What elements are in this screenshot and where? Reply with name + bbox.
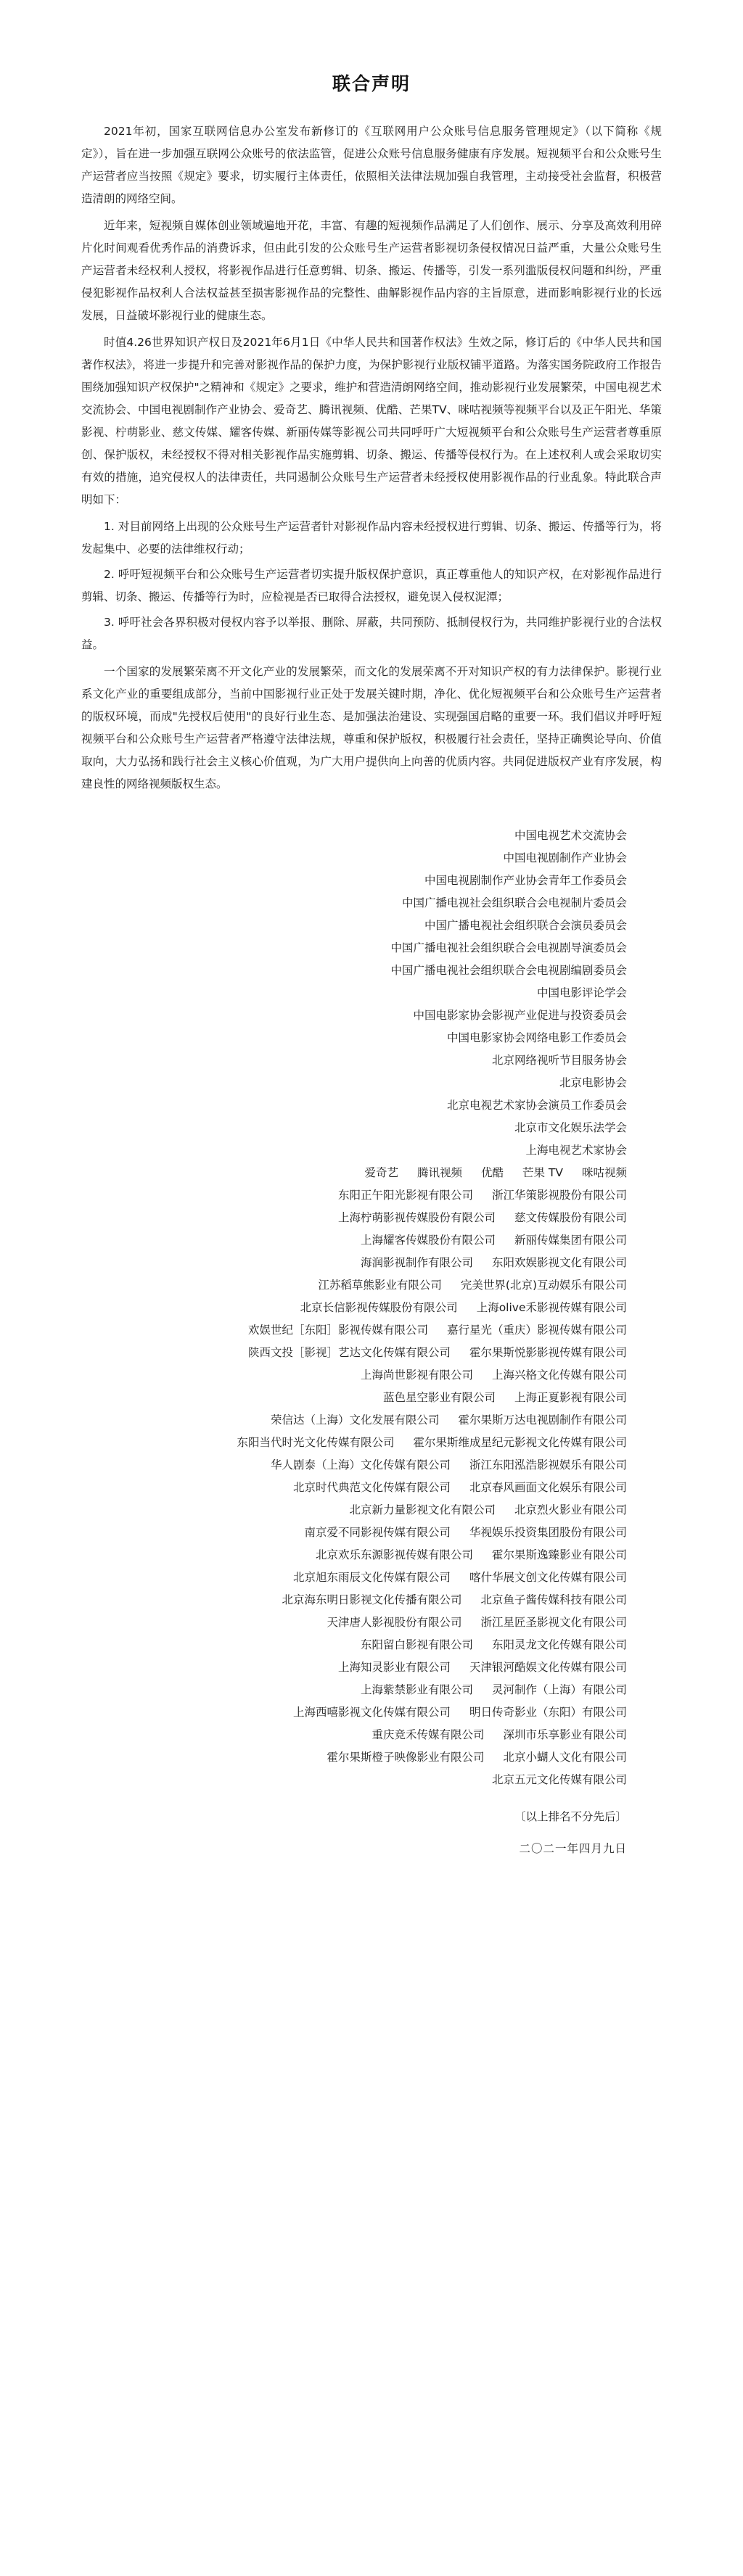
signatory-name: 荣信达（上海）文化发展有限公司: [270, 1413, 440, 1427]
signatory-line: [81, 1229, 662, 1252]
signatory-line: [81, 1544, 662, 1566]
signatory-name: 霍尔果斯橙子映像影业有限公司: [327, 1751, 485, 1764]
signatory-name: 霍尔果斯悦影影视传媒有限公司: [469, 1346, 627, 1359]
signatory-name: 北京电视艺术家协会演员工作委员会: [446, 1099, 627, 1112]
signatory-line: [81, 1297, 662, 1319]
statement-body: [81, 120, 662, 796]
signatory-name: 上海知灵影业有限公司: [337, 1661, 451, 1674]
signatory-name: 北京春风画面文化娱乐有限公司: [469, 1481, 627, 1494]
signatory-name: 北京网络视听节目服务协会: [491, 1054, 627, 1067]
signatory-name: 中国电影评论学会: [536, 986, 627, 999]
signatory-name: 重庆竞禾传媒有限公司: [372, 1728, 485, 1741]
signatory-name: 中国广播电视社会组织联合会演员委员会: [424, 919, 627, 932]
signatory-name: 上海olive禾影视传媒有限公司: [476, 1301, 627, 1314]
signatory-name: 北京五元文化传媒有限公司: [491, 1773, 627, 1786]
signatory-name: 北京鱼子酱传媒科技有限公司: [480, 1593, 627, 1606]
signatory-name: 完美世界(北京)互动娱乐有限公司: [460, 1279, 627, 1292]
signatory-name: 上海电视艺术家协会: [525, 1144, 627, 1157]
signatory-name: 上海西嘻影视文化传媒有限公司: [292, 1706, 451, 1719]
signatory-name: 东阳当代时光文化传媒有限公司: [237, 1436, 395, 1449]
signatory-line: [81, 1724, 662, 1746]
signatory-line: [81, 1162, 662, 1184]
signatory-line: [81, 937, 662, 959]
signatory-line: [81, 1364, 662, 1387]
signatory-name: 北京新力量影视文化有限公司: [349, 1503, 496, 1516]
signatory-name: 明日传奇影业（东阳）有限公司: [469, 1706, 627, 1719]
signatory-name: 慈文传媒股份有限公司: [514, 1211, 627, 1224]
signatory-line: [81, 1027, 662, 1049]
signatory-line: [81, 1477, 662, 1499]
signatory-name: 江苏稻草熊影业有限公司: [318, 1279, 442, 1292]
signatory-line: [81, 1409, 662, 1432]
signatory-name: 深圳市乐享影业有限公司: [503, 1728, 627, 1741]
signatory-name: 北京海东明日影视文化传播有限公司: [282, 1593, 462, 1606]
signatory-name: 北京时代典范文化传媒有限公司: [292, 1481, 451, 1494]
signatory-name: 浙江星匠圣影视文化有限公司: [480, 1616, 627, 1629]
signatory-name: 北京欢乐东源影视传媒有限公司: [315, 1548, 473, 1561]
signatory-name: 北京市文化娱乐法学会: [514, 1121, 627, 1134]
signatory-line: [81, 1432, 662, 1454]
paragraph: 近年来，短视频自媒体创业领域遍地开花，丰富、有趣的短视频作品满足了人们创作、展示、分享及高效利用碎片化时间观看优秀作品的消费诉求，但由此引发的公众账号生产运营者影视切条侵权情况日益严重，大量公众账号生产运营者未经权利人授权，将影视作品进行任意剪辑、切条、搬运、传播等，引发一系列滥版侵权问题和纠纷，严重侵犯影视作品权利人合法权益甚至损害影视作品的完整性、曲解影视作品内容的主旨原意，进而影响影视行业的长远发展，日益破坏影视行业的健康生态。: [81, 219, 662, 322]
signatory-line: [81, 959, 662, 982]
signatory-line: [81, 1094, 662, 1117]
signatory-name: 天津银河酷娱文化传媒有限公司: [469, 1661, 627, 1674]
signatory-line: [81, 1207, 662, 1229]
signatory-line: [81, 1499, 662, 1522]
signatory-name: 华人剧泰（上海）文化传媒有限公司: [270, 1458, 451, 1471]
list-item: 1. 对目前网络上出现的公众账号生产运营者针对影视作品内容未经授权进行剪辑、切条、搬运、传播等行为，将发起集中、必要的法律维权行动；: [81, 520, 662, 556]
signatory-name: 霍尔果斯逸臻影业有限公司: [491, 1548, 627, 1561]
signatory-name: 咪咕视频: [581, 1166, 627, 1179]
signatory-name: 上海正夏影视有限公司: [514, 1391, 627, 1404]
signatory-name: 北京旭东雨辰文化传媒有限公司: [292, 1571, 451, 1584]
signatory-line: [81, 1679, 662, 1701]
signatory-line: [81, 870, 662, 892]
signatory-line: [81, 1072, 662, 1094]
signatory-name: 东阳欢娱影视文化有限公司: [491, 1256, 627, 1269]
signatory-line: [81, 1566, 662, 1589]
signatory-line: [81, 1184, 662, 1207]
signatory-line: [81, 1117, 662, 1139]
signatory-line: [81, 1049, 662, 1072]
signatory-name: 霍尔果斯万达电视剧制作有限公司: [458, 1413, 627, 1427]
signatory-line: [81, 1589, 662, 1611]
signatory-line: [81, 892, 662, 915]
signatory-name: 上海兴格文化传媒有限公司: [491, 1368, 627, 1382]
signatory-name: 东阳正午阳光影视有限公司: [337, 1189, 473, 1202]
signature-date: 二〇二一年四月九日: [519, 1842, 627, 1856]
signatory-name: 华视娱乐投资集团股份有限公司: [469, 1526, 627, 1539]
paragraph: 时值4.26世界知识产权日及2021年6月1日《中华人民共和国著作权法》生效之际，修订后的《中华人民共和国著作权法》，将进一步提升和完善对影视作品的保护力度，为保护影视行业版权铺平道路。为落实国务院政府工作报告围绕加强知识产权保护"之精神和《规定》之要求，维护和营造清朗网络空间，推动影视行业发展繁荣，中国电视艺术交流协会、中国电视剧制作产业协会、爱奇艺、腾讯视频、优酷、芒果TV、咪咕视频等视频平台以及正午阳光、华策影视、柠萌影业、慈文传媒、耀客传媒、新丽传媒等影视公司共同呼吁广大短视频平台和公众账号生产运营者尊重原创、保护版权，未经授权不得对相关影视作品实施剪辑、切条、搬运、传播等侵权行为。在上述权利人或会采取切实有效的措施，追究侵权人的法律责任，共同遏制公众账号生产运营者未经授权使用影视作品的行业乱象。特此联合声明如下：: [81, 336, 662, 506]
signatory-name: 芒果 TV: [522, 1166, 563, 1179]
signatory-line: [81, 1274, 662, 1297]
signatory-line: [81, 1004, 662, 1027]
signatory-name: 上海柠萌影视传媒股份有限公司: [337, 1211, 496, 1224]
signatory-name: 上海紫禁影业有限公司: [360, 1683, 473, 1696]
signatory-name: 中国电影家协会网络电影工作委员会: [446, 1031, 627, 1044]
signatory-name: 中国电视艺术交流协会: [514, 829, 627, 842]
signatory-name: 嘉行星光（重庆）影视传媒有限公司: [446, 1324, 627, 1337]
signatory-name: 北京小蝴人文化有限公司: [503, 1751, 627, 1764]
signatory-name: 腾讯视频: [416, 1166, 462, 1179]
signatory-name: 北京电影协会: [559, 1076, 627, 1089]
signatory-line: [81, 1746, 662, 1769]
signatory-name: 中国电视剧制作产业协会青年工作委员会: [424, 874, 627, 887]
signatory-name: 北京烈火影业有限公司: [514, 1503, 627, 1516]
signatory-line: [81, 982, 662, 1004]
signatory-name: 欢娱世纪［东阳］影视传媒有限公司: [247, 1324, 428, 1337]
signatory-name: 中国广播电视社会组织联合会电视剧编剧委员会: [390, 964, 627, 977]
signatory-name: 霍尔果斯维成星纪元影视文化传媒有限公司: [413, 1436, 627, 1449]
signatory-name: 陕西文投［影视］艺达文化传媒有限公司: [247, 1346, 451, 1359]
signatory-name: 喀什华展文创文化传媒有限公司: [469, 1571, 627, 1584]
signatory-line: [81, 1139, 662, 1162]
signatory-line: [81, 1611, 662, 1634]
signatory-line: [81, 1522, 662, 1544]
signatory-name: 北京长信影视传媒股份有限公司: [300, 1301, 458, 1314]
signatory-name: 新丽传媒集团有限公司: [514, 1234, 627, 1247]
signatory-line: [81, 1701, 662, 1724]
signatory-line: [81, 1634, 662, 1656]
paragraph: 一个国家的发展繁荣离不开文化产业的发展繁荣，而文化的发展荣离不开对知识产权的有力法律保护。影视行业系文化产业的重要组成部分，当前中国影视行业正处于发展关键时期，净化、优化短视频平台和公众账号生产运营者的版权环境，而成"先授权后使用"的良好行业生态、是加强法治建设、实现强国启略的重要一环。我们倡议并呼吁短视频平台和公众账号生产运营者严格遵守法律法规，尊重和保护版权，积极履行社会责任，坚持正确舆论导向、价值取向，大力弘扬和践行社会主义核心价值观，为广大用户提供向上向善的优质内容。共同促进版权产业有序发展，构建良性的网络视频版权生态。: [81, 665, 662, 790]
signatory-name: 中国电影家协会影视产业促进与投资委员会: [413, 1009, 627, 1022]
signatory-name: 中国电视剧制作产业协会: [503, 851, 627, 864]
signatory-line: [81, 1252, 662, 1274]
page-title: 联合声明: [332, 73, 411, 94]
signatory-name: 天津唐人影视股份有限公司: [327, 1616, 462, 1629]
signatory-name: 南京爱不同影视传媒有限公司: [304, 1526, 451, 1539]
paragraph: 2021年初，国家互联网信息办公室发布新修订的《互联网用户公众账号信息服务管理规定》（以下简称《规定》），旨在进一步加强互联网公众账号的依法监管，促进公众账号信息服务健康有序发展。短视频平台和公众账号生产运营者应当按照《规定》要求，切实履行主体责任，依照相关法律法规加强自我管理，主动接受社会监督，积极营造清朗的网络空间。: [81, 125, 662, 205]
numbered-list: [81, 516, 662, 656]
signatory-name: 中国广播电视社会组织联合会电视制片委员会: [401, 896, 627, 909]
signatory-name: 浙江东阳泓浩影视娱乐有限公司: [469, 1458, 627, 1471]
signatory-name: 东阳灵龙文化传媒有限公司: [491, 1638, 627, 1651]
signatory-list: [81, 825, 662, 1791]
signatory-name: 海润影视制作有限公司: [360, 1256, 473, 1269]
signatory-line: [81, 1769, 662, 1791]
list-item: 3. 呼吁社会各界积极对侵权内容予以举报、删除、屏蔽，共同预防、抵制侵权行为，共同维护影视行业的合法权益。: [81, 616, 662, 651]
signatory-line: [81, 1342, 662, 1364]
signatory-line: [81, 1656, 662, 1679]
order-note: 〔以上排名不分先后〕: [514, 1810, 627, 1823]
signatory-name: 灵河制作（上海）有限公司: [491, 1683, 627, 1696]
signatory-name: 上海尚世影视有限公司: [360, 1368, 473, 1382]
signatory-name: 中国广播电视社会组织联合会电视剧导演委员会: [390, 941, 627, 954]
signatory-name: 东阳留白影视有限公司: [360, 1638, 473, 1651]
signatory-line: [81, 915, 662, 937]
signatory-name: 上海耀客传媒股份有限公司: [360, 1234, 496, 1247]
signatory-name: 蓝色星空影业有限公司: [382, 1391, 496, 1404]
signatory-line: [81, 1319, 662, 1342]
signatory-name: 爱奇艺: [364, 1166, 398, 1179]
list-item: 2. 呼吁短视频平台和公众账号生产运营者切实提升版权保护意识，真正尊重他人的知识产权，在对影视作品进行剪辑、切条、搬运、传播等行为时，应检视是否已取得合法授权，避免误入侵权泥潭；: [81, 568, 662, 603]
signatory-line: [81, 847, 662, 870]
signatory-line: [81, 825, 662, 847]
signatory-line: [81, 1454, 662, 1477]
signatory-line: [81, 1387, 662, 1409]
signatory-name: 优酷: [480, 1166, 504, 1179]
signatory-name: 浙江华策影视股份有限公司: [491, 1189, 627, 1202]
